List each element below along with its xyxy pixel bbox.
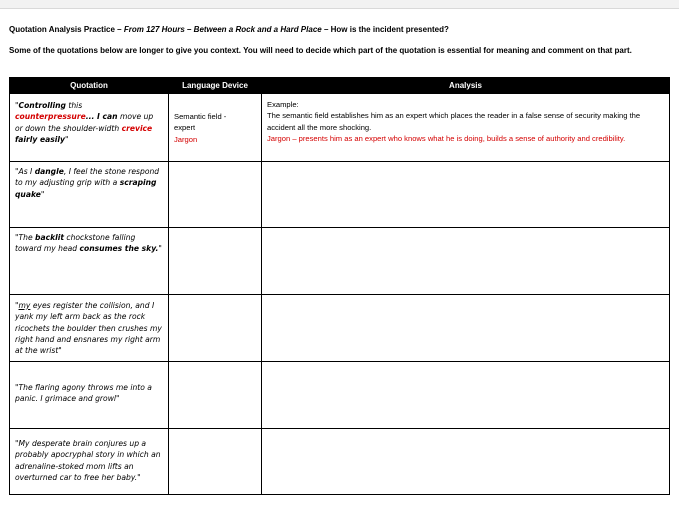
table-row xyxy=(10,429,670,495)
analysis-cell[interactable] xyxy=(262,362,670,429)
device-line-jargon: Jargon xyxy=(174,134,198,144)
example-quote: "Controlling this counterpressure... I can move up or down the shoulder-width crevice fairly easily" xyxy=(10,94,169,162)
header-quotation: Quotation xyxy=(10,78,169,94)
page-title xyxy=(9,24,669,35)
table-header-row xyxy=(10,78,670,94)
analysis-cell[interactable] xyxy=(262,162,670,228)
analysis-cell[interactable] xyxy=(262,228,670,295)
header-analysis: Analysis xyxy=(262,78,670,94)
example-analysis xyxy=(262,94,670,162)
quote-cell: "My desperate brain conjures up a probably apocryphal story in which an adrenaline-stoked mom lifts an overturned car to free her baby." xyxy=(10,429,169,495)
device-cell[interactable] xyxy=(169,362,262,429)
quote-cell: "As I dangle, I feel the stone respond to my adjusting grip with a scraping quake" xyxy=(10,162,169,228)
quotation-table xyxy=(9,77,670,495)
analysis-label: Example: xyxy=(267,100,299,109)
instructions: Some of the quotations below are longer to give you context. You will need to decide which part of the quotation is essential for meaning and comment on that part. xyxy=(9,46,632,55)
table-row xyxy=(10,362,670,429)
analysis-cell[interactable] xyxy=(262,295,670,362)
device-line-expert: expert xyxy=(174,123,196,133)
quote-cell: "my eyes register the collision, and I yank my left arm back as the rock ricochets the boulder then crushes my right hand and ensnares my right arm at the wrist" xyxy=(10,295,169,362)
device-cell[interactable] xyxy=(169,228,262,295)
quote-cell: "The flaring agony throws me into a panic. I grimace and growl" xyxy=(10,362,169,429)
analysis-semantic-field: The semantic field establishes him as an expert which places the reader in a false sense of security making the accident all the more shocking. xyxy=(267,111,641,132)
device-cell[interactable] xyxy=(169,295,262,362)
top-rule xyxy=(0,0,679,9)
table-row-example xyxy=(10,94,670,162)
analysis-cell[interactable] xyxy=(262,429,670,495)
device-cell[interactable] xyxy=(169,429,262,495)
device-cell[interactable] xyxy=(169,162,262,228)
table-row xyxy=(10,228,670,295)
quote-cell: "The backlit chockstone falling toward my head consumes the sky." xyxy=(10,228,169,295)
analysis-jargon: Jargon – presents him as an expert who knows what he is doing, builds a sense of authority and credibility. xyxy=(267,133,626,143)
header-language-device: Language Device xyxy=(169,78,262,94)
table-row xyxy=(10,162,670,228)
example-device xyxy=(169,94,262,162)
table-row xyxy=(10,295,670,362)
title-prefix: Quotation Analysis Practice – xyxy=(9,25,124,34)
title-source: From 127 Hours – Between a Rock and a Hard Place xyxy=(123,25,322,34)
device-line-semantic: Semantic field - xyxy=(174,112,227,121)
title-suffix: – How is the incident presented? xyxy=(321,25,449,34)
